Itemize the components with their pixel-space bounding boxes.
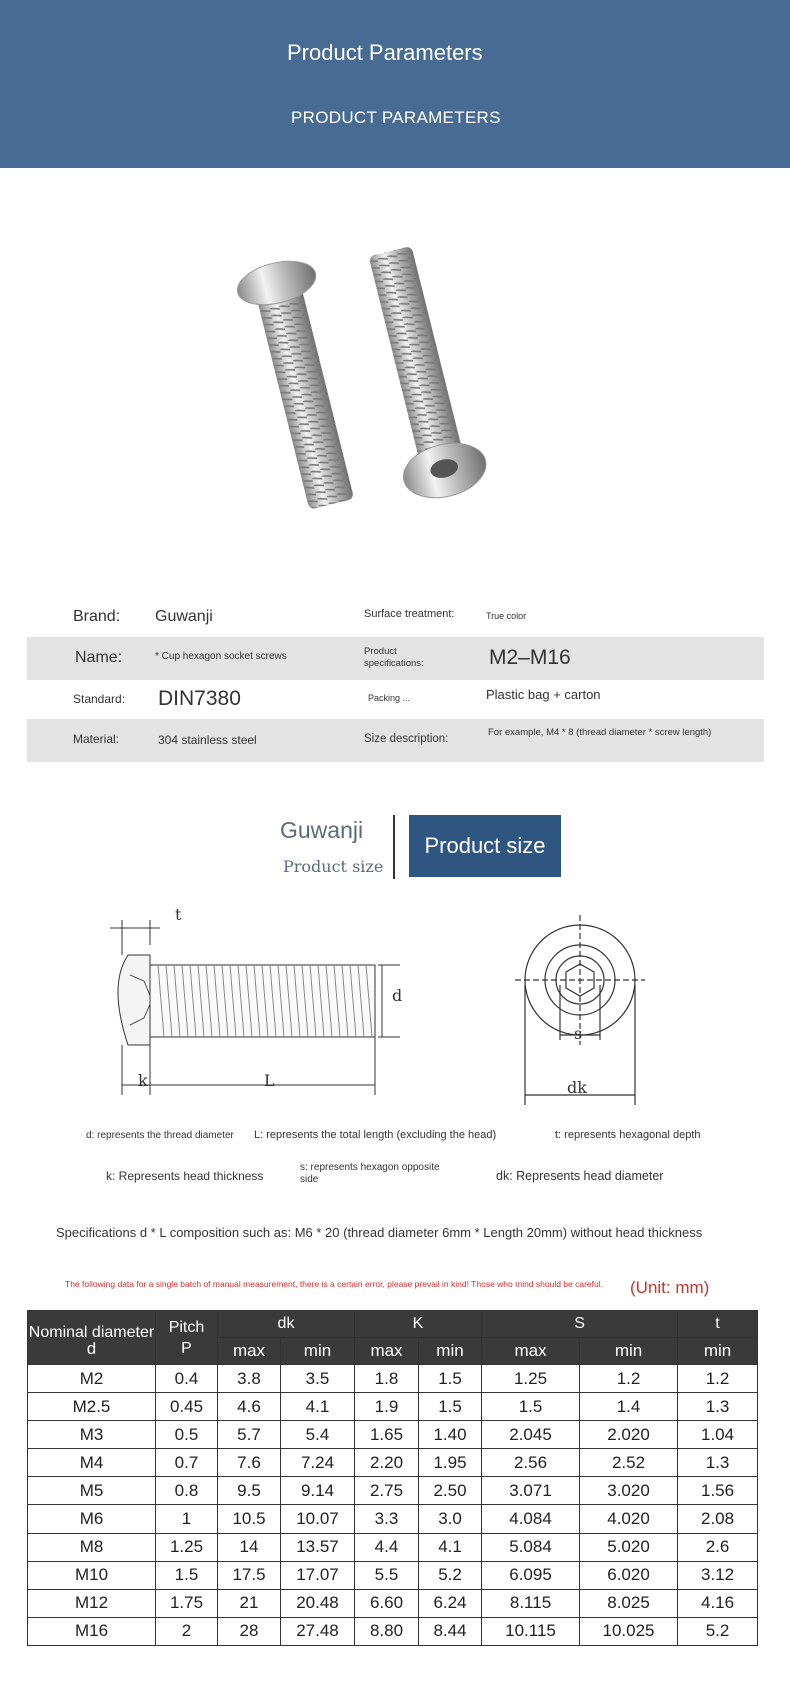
table-row	[28, 1505, 758, 1533]
table-cell: 5.2	[678, 1617, 758, 1645]
table-cell: 8.115	[482, 1589, 580, 1617]
table-cell: 13.57	[281, 1533, 355, 1561]
table-row	[28, 1421, 758, 1449]
table-cell: 10.025	[580, 1617, 678, 1645]
table-cell: 4.1	[419, 1533, 482, 1561]
table-row	[28, 1561, 758, 1589]
table-cell: 3.12	[678, 1561, 758, 1589]
spec-row-name	[27, 637, 764, 680]
table-cell: 1.95	[419, 1449, 482, 1477]
table-cell: 7.24	[281, 1449, 355, 1477]
table-cell: 2.52	[580, 1449, 678, 1477]
table-cell: 3.8	[218, 1365, 281, 1393]
table-body	[28, 1365, 758, 1646]
legend-t: t: represents hexagonal depth	[555, 1129, 701, 1141]
product-photo	[220, 238, 540, 548]
table-row	[28, 1393, 758, 1421]
spec-value: True color	[486, 611, 527, 621]
header-k-min: min	[419, 1338, 482, 1365]
table-row	[28, 1449, 758, 1477]
table-cell: 8.80	[355, 1617, 419, 1645]
spec-example: Specifications d * L composition such as: M6 * 20 (thread diameter 6mm * Length 20mm) without head thickness	[56, 1225, 703, 1240]
dimension-table	[27, 1310, 758, 1646]
header-nominal	[28, 1311, 156, 1365]
table-cell: 27.48	[281, 1617, 355, 1645]
table-cell: 21	[218, 1589, 281, 1617]
dim-label-t: t	[175, 905, 182, 924]
header-p: P	[181, 1339, 192, 1357]
table-cell: 4.020	[580, 1505, 678, 1533]
spec-row-material	[27, 719, 764, 762]
table-cell: 2.020	[580, 1421, 678, 1449]
table-row	[28, 1589, 758, 1617]
divider	[393, 815, 395, 879]
spec-row-standard	[27, 678, 764, 721]
dim-label-k: k	[138, 1071, 148, 1090]
table-cell: 5.2	[419, 1561, 482, 1589]
legend-dk: dk: Represents head diameter	[496, 1169, 664, 1183]
table-cell: 5.020	[580, 1533, 678, 1561]
screw-top-drawing	[515, 905, 645, 1105]
table-cell: 1.40	[419, 1421, 482, 1449]
table-cell: M2	[28, 1365, 156, 1393]
dim-label-s: s	[574, 1024, 583, 1043]
table-cell: 17.07	[281, 1561, 355, 1589]
table-cell: 1.25	[156, 1533, 218, 1561]
table-cell: 5.084	[482, 1533, 580, 1561]
table-row	[28, 1533, 758, 1561]
table-cell: 4.6	[218, 1393, 281, 1421]
table-row	[28, 1477, 758, 1505]
table-cell: 1.5	[482, 1393, 580, 1421]
spec-label: Packing ...	[368, 693, 411, 703]
table-cell: 17.5	[218, 1561, 281, 1589]
spec-value: For example, M4 * 8 (thread diameter * screw length)	[488, 727, 712, 738]
table-cell: 1.5	[156, 1561, 218, 1589]
table-cell: 1.5	[419, 1393, 482, 1421]
header-pitch-label: Pitch	[168, 1318, 205, 1336]
banner-subtitle: PRODUCT PARAMETERS	[291, 108, 501, 127]
table-cell: 5.4	[281, 1421, 355, 1449]
table-cell: 20.48	[281, 1589, 355, 1617]
header-s-max: max	[482, 1338, 580, 1365]
table-cell: 10.115	[482, 1617, 580, 1645]
spec-label: Surface treatment:	[364, 608, 455, 620]
spec-value: * Cup hexagon socket screws	[155, 651, 287, 662]
table-cell: M8	[28, 1533, 156, 1561]
table-cell: M10	[28, 1561, 156, 1589]
table-cell: 1.3	[678, 1393, 758, 1421]
banner-title: Product Parameters	[287, 40, 483, 65]
header-d: d	[86, 1338, 97, 1358]
table-cell: 0.45	[156, 1393, 218, 1421]
spec-value: Guwanji	[155, 608, 213, 625]
table-cell: 4.084	[482, 1505, 580, 1533]
table-cell: 6.60	[355, 1589, 419, 1617]
table-cell: 1.65	[355, 1421, 419, 1449]
header-s: S	[482, 1311, 678, 1338]
header-t-min: min	[678, 1338, 758, 1365]
table-cell: 3.0	[419, 1505, 482, 1533]
table-cell: 10.5	[218, 1505, 281, 1533]
table-cell: 7.6	[218, 1449, 281, 1477]
size-brand: Guwanji	[280, 817, 364, 843]
header-dk-min: min	[281, 1338, 355, 1365]
table-cell: 0.5	[156, 1421, 218, 1449]
spec-value: M2–M16	[489, 646, 571, 669]
legend-s: s: represents hexagon opposite side	[300, 1162, 440, 1185]
spec-value: Plastic bag + carton	[486, 687, 601, 702]
table-cell: 28	[218, 1617, 281, 1645]
size-subtitle: Product size	[283, 857, 384, 876]
header-dk: dk	[218, 1311, 355, 1338]
header-dk-max: max	[218, 1338, 281, 1365]
table-cell: 2.045	[482, 1421, 580, 1449]
table-cell: 1.2	[580, 1365, 678, 1393]
table-cell: 5.7	[218, 1421, 281, 1449]
table-cell: 6.020	[580, 1561, 678, 1589]
table-cell: M12	[28, 1589, 156, 1617]
table-cell: 1.5	[419, 1365, 482, 1393]
table-cell: M6	[28, 1505, 156, 1533]
table-cell: 2.20	[355, 1449, 419, 1477]
table-cell: 10.07	[281, 1505, 355, 1533]
table-cell: 4.16	[678, 1589, 758, 1617]
table-cell: 1	[156, 1505, 218, 1533]
table-cell: 0.4	[156, 1365, 218, 1393]
table-cell: 8.025	[580, 1589, 678, 1617]
table-cell: 1.8	[355, 1365, 419, 1393]
spec-value: DIN7380	[158, 687, 241, 710]
table-cell: 5.5	[355, 1561, 419, 1589]
table-cell: 2.08	[678, 1505, 758, 1533]
table-cell: 14	[218, 1533, 281, 1561]
spec-label: Product specifications:	[364, 646, 424, 669]
table-cell: M3	[28, 1421, 156, 1449]
spec-label: Standard:	[73, 692, 126, 706]
spec-value: 304 stainless steel	[158, 733, 257, 747]
header-nominal-label: Nominal diameter	[28, 1323, 155, 1341]
table-row	[28, 1365, 758, 1393]
table-cell: 6.24	[419, 1589, 482, 1617]
dim-label-L: L	[264, 1071, 275, 1090]
table-cell: 4.1	[281, 1393, 355, 1421]
legend-k: k: Represents head thickness	[106, 1169, 264, 1183]
dim-label-dk: dk	[567, 1078, 587, 1097]
table-cell: 6.095	[482, 1561, 580, 1589]
spec-label: Brand:	[73, 608, 121, 625]
table-cell: 1.2	[678, 1365, 758, 1393]
table-cell: M4	[28, 1449, 156, 1477]
table-cell: 8.44	[419, 1617, 482, 1645]
table-cell: M16	[28, 1617, 156, 1645]
table-cell: 3.5	[281, 1365, 355, 1393]
table-cell: 1.56	[678, 1477, 758, 1505]
table-cell: 3.071	[482, 1477, 580, 1505]
table-cell: 1.9	[355, 1393, 419, 1421]
header-k-max: max	[355, 1338, 419, 1365]
table-cell: 2.75	[355, 1477, 419, 1505]
legend-L: L: represents the total length (excluding the head)	[254, 1129, 497, 1141]
table-cell: 1.04	[678, 1421, 758, 1449]
table-cell: 2.6	[678, 1533, 758, 1561]
table-cell: 2.56	[482, 1449, 580, 1477]
header-k: K	[355, 1311, 482, 1338]
table-cell: 1.75	[156, 1589, 218, 1617]
table-cell: 1.25	[482, 1365, 580, 1393]
unit-label: (Unit: mm)	[630, 1278, 710, 1297]
table-row	[28, 1617, 758, 1645]
table-cell: 9.5	[218, 1477, 281, 1505]
table-cell: 2	[156, 1617, 218, 1645]
table-cell: 1.3	[678, 1449, 758, 1477]
table-cell: 4.4	[355, 1533, 419, 1561]
spec-label: Name:	[75, 649, 123, 666]
table-cell: 9.14	[281, 1477, 355, 1505]
header-t: t	[678, 1311, 758, 1338]
table-cell: M5	[28, 1477, 156, 1505]
header-pitch	[156, 1311, 218, 1365]
table-cell: 0.8	[156, 1477, 218, 1505]
table-cell: 0.7	[156, 1449, 218, 1477]
table-cell: 3.3	[355, 1505, 419, 1533]
legend-d: d: represents the thread diameter	[86, 1130, 234, 1141]
table-cell: 2.50	[419, 1477, 482, 1505]
table-cell: M2.5	[28, 1393, 156, 1421]
table-cell: 1.4	[580, 1393, 678, 1421]
spec-label: Size description:	[364, 733, 449, 745]
product-size-badge: Product size	[409, 815, 561, 877]
dim-label-d: d	[392, 986, 403, 1005]
spec-row-brand	[27, 596, 764, 639]
measurement-note: The following data for a single batch of manual measurement, there is a certain error, please prevail in kind! Those who mind should be careful.	[65, 1279, 603, 1289]
header-banner	[0, 0, 790, 168]
header-s-min: min	[580, 1338, 678, 1365]
table-cell: 3.020	[580, 1477, 678, 1505]
spec-label: Material:	[73, 732, 120, 746]
